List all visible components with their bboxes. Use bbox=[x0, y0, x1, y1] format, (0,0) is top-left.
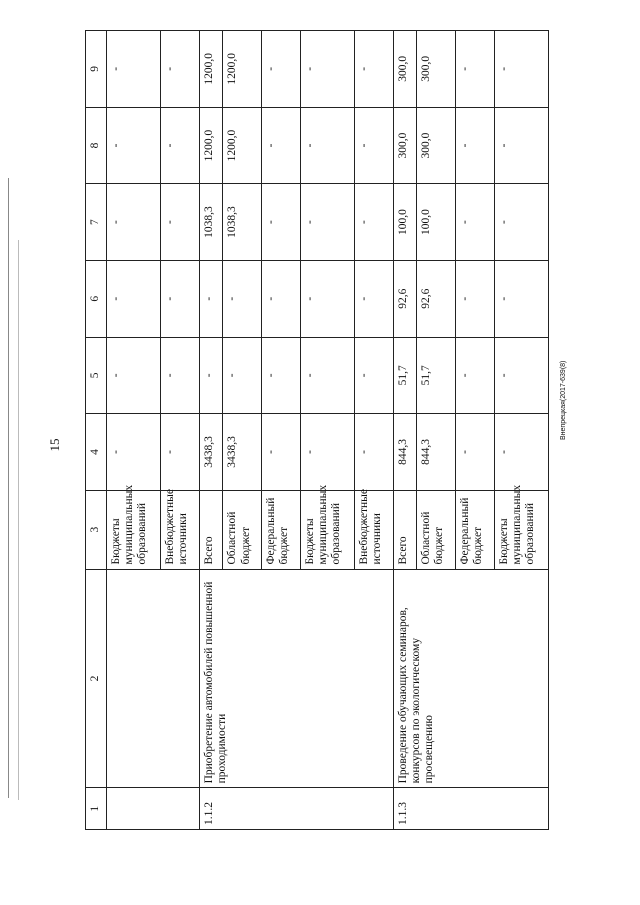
value-cell: 3438,3 bbox=[223, 414, 262, 491]
value-cell: 1200,0 bbox=[223, 107, 262, 184]
value-cell: - bbox=[161, 184, 200, 261]
value-cell: - bbox=[300, 414, 354, 491]
page-number: 15 bbox=[47, 438, 62, 452]
funding-source-cell: Федеральный бюджет bbox=[262, 490, 301, 569]
value-cell: - bbox=[494, 107, 548, 184]
value-cell: - bbox=[300, 31, 354, 108]
value-cell: - bbox=[456, 337, 495, 414]
value-cell: - bbox=[262, 337, 301, 414]
funding-source-cell: Внебюджетные источники bbox=[161, 490, 200, 569]
value-cell: 1038,3 bbox=[223, 184, 262, 261]
value-cell: 1200,0 bbox=[199, 107, 222, 184]
value-cell: - bbox=[107, 414, 161, 491]
value-cell: - bbox=[355, 107, 394, 184]
value-cell: - bbox=[300, 337, 354, 414]
value-cell: - bbox=[161, 31, 200, 108]
value-cell: - bbox=[300, 184, 354, 261]
program-funding-table bbox=[85, 30, 549, 830]
header-cell: 8 bbox=[86, 107, 107, 184]
table-row bbox=[199, 31, 222, 830]
value-cell: - bbox=[199, 337, 222, 414]
value-cell: 300,0 bbox=[417, 107, 456, 184]
value-cell: - bbox=[223, 260, 262, 337]
value-cell: - bbox=[161, 107, 200, 184]
value-cell: - bbox=[223, 337, 262, 414]
funding-source-cell: Бюджеты муниципальных образований bbox=[494, 490, 548, 569]
funding-source-cell: Бюджеты муниципальных образований bbox=[107, 490, 161, 569]
value-cell: - bbox=[355, 260, 394, 337]
value-cell: 300,0 bbox=[393, 31, 416, 108]
value-cell: - bbox=[262, 31, 301, 108]
value-cell: - bbox=[494, 31, 548, 108]
funding-source-cell: Бюджеты муниципальных образований bbox=[300, 490, 354, 569]
value-cell: 1200,0 bbox=[199, 31, 222, 108]
value-cell: 1200,0 bbox=[223, 31, 262, 108]
header-cell: 7 bbox=[86, 184, 107, 261]
value-cell: - bbox=[355, 184, 394, 261]
item-number-cell: 1.1.3 bbox=[393, 788, 548, 830]
value-cell: 300,0 bbox=[393, 107, 416, 184]
value-cell: 100,0 bbox=[393, 184, 416, 261]
header-cell: 2 bbox=[86, 569, 107, 788]
value-cell: 844,3 bbox=[417, 414, 456, 491]
item-number-cell bbox=[107, 788, 200, 830]
margin-line-faint bbox=[18, 240, 19, 800]
funding-source-cell: Областной бюджет bbox=[223, 490, 262, 569]
program-funding-table-wrapper bbox=[85, 30, 549, 830]
value-cell: - bbox=[355, 337, 394, 414]
header-cell: 6 bbox=[86, 260, 107, 337]
value-cell: - bbox=[107, 31, 161, 108]
document-code: Внепрецкая(2017-639(8) bbox=[560, 360, 567, 440]
funding-source-cell: Областной бюджет bbox=[417, 490, 456, 569]
value-cell: - bbox=[494, 260, 548, 337]
value-cell: - bbox=[107, 337, 161, 414]
table-row bbox=[107, 31, 161, 830]
value-cell: - bbox=[262, 260, 301, 337]
value-cell: - bbox=[300, 260, 354, 337]
value-cell: - bbox=[456, 414, 495, 491]
value-cell: 3438,3 bbox=[199, 414, 222, 491]
value-cell: 92,6 bbox=[393, 260, 416, 337]
value-cell: - bbox=[161, 260, 200, 337]
value-cell: - bbox=[456, 260, 495, 337]
funding-source-cell: Всего bbox=[199, 490, 222, 569]
value-cell: 51,7 bbox=[393, 337, 416, 414]
funding-source-cell: Федеральный бюджет bbox=[456, 490, 495, 569]
value-cell: - bbox=[262, 414, 301, 491]
value-cell: - bbox=[107, 107, 161, 184]
value-cell: - bbox=[456, 107, 495, 184]
value-cell: - bbox=[161, 337, 200, 414]
funding-source-cell: Всего bbox=[393, 490, 416, 569]
value-cell: 100,0 bbox=[417, 184, 456, 261]
value-cell: 92,6 bbox=[417, 260, 456, 337]
item-number-cell: 1.1.2 bbox=[199, 788, 393, 830]
header-cell: 4 bbox=[86, 414, 107, 491]
value-cell: 844,3 bbox=[393, 414, 416, 491]
value-cell: - bbox=[262, 107, 301, 184]
value-cell: - bbox=[262, 184, 301, 261]
value-cell: - bbox=[355, 414, 394, 491]
header-cell: 1 bbox=[86, 788, 107, 830]
value-cell: - bbox=[355, 31, 394, 108]
value-cell: 300,0 bbox=[417, 31, 456, 108]
value-cell: 51,7 bbox=[417, 337, 456, 414]
header-cell: 3 bbox=[86, 490, 107, 569]
item-name-cell: Приобретение автомобилей повышенной проходимости bbox=[199, 569, 393, 788]
value-cell: - bbox=[199, 260, 222, 337]
value-cell: - bbox=[300, 107, 354, 184]
table-row bbox=[393, 31, 416, 830]
item-name-cell bbox=[107, 569, 200, 788]
value-cell: - bbox=[456, 184, 495, 261]
value-cell: - bbox=[494, 337, 548, 414]
table-header-row bbox=[86, 31, 107, 830]
value-cell: - bbox=[161, 414, 200, 491]
value-cell: - bbox=[456, 31, 495, 108]
value-cell: - bbox=[494, 414, 548, 491]
value-cell: - bbox=[107, 260, 161, 337]
value-cell: - bbox=[494, 184, 548, 261]
header-cell: 5 bbox=[86, 337, 107, 414]
value-cell: 1038,3 bbox=[199, 184, 222, 261]
header-cell: 9 bbox=[86, 31, 107, 108]
item-name-cell: Проведение обучающих семинаров, конкурсов по экологическому просвещению bbox=[393, 569, 548, 788]
margin-line bbox=[8, 178, 9, 798]
value-cell: - bbox=[107, 184, 161, 261]
funding-source-cell: Внебюджетные источники bbox=[355, 490, 394, 569]
